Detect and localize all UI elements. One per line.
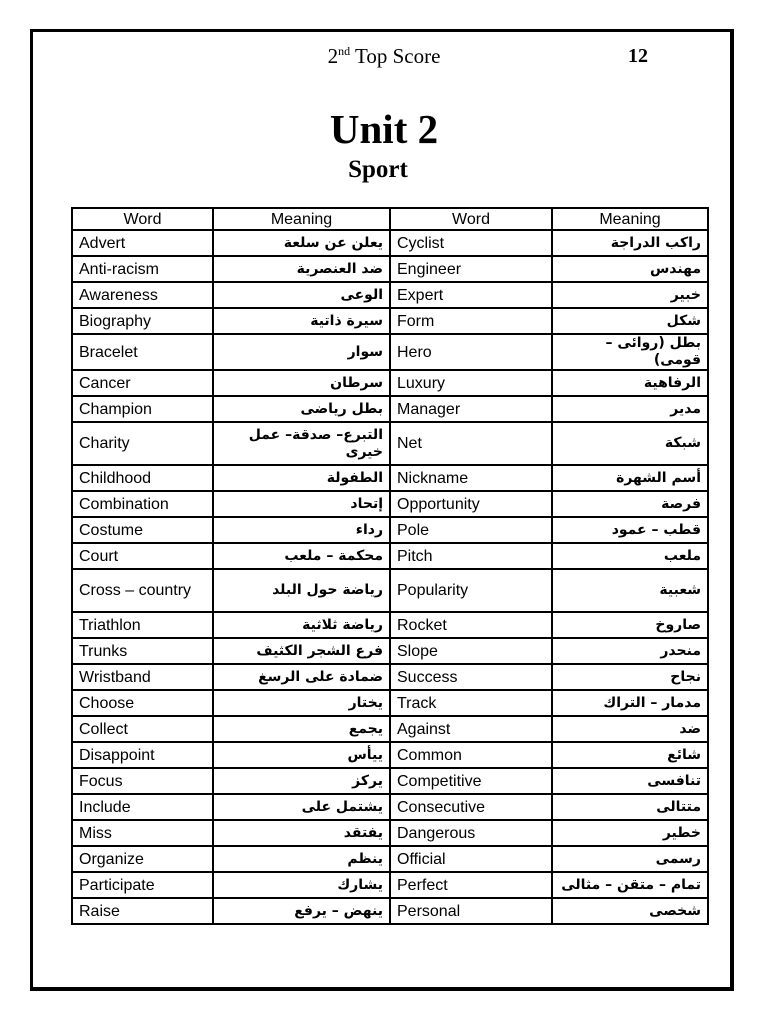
vocabulary-table bbox=[71, 207, 709, 925]
table-row bbox=[72, 422, 708, 465]
word-cell: Triathlon bbox=[72, 612, 213, 638]
meaning-cell: فرع الشجر الكثيف bbox=[213, 638, 390, 664]
table-row bbox=[72, 491, 708, 517]
meaning-cell: التبرع– صدقة– عمل خيرى bbox=[213, 422, 390, 465]
word-cell: Competitive bbox=[390, 768, 552, 794]
meaning-cell: أسم الشهرة bbox=[552, 465, 708, 491]
meaning-cell: سوار bbox=[213, 334, 390, 370]
book-title-text: Top Score bbox=[350, 44, 441, 68]
table-row bbox=[72, 742, 708, 768]
meaning-cell: يركز bbox=[213, 768, 390, 794]
page-number: 12 bbox=[628, 45, 648, 67]
word-cell: Miss bbox=[72, 820, 213, 846]
meaning-cell: ملعب bbox=[552, 543, 708, 569]
word-cell: Biography bbox=[72, 308, 213, 334]
unit-title: Unit 2 bbox=[329, 106, 439, 152]
table-row bbox=[72, 872, 708, 898]
table-row bbox=[72, 543, 708, 569]
table-row bbox=[72, 465, 708, 491]
meaning-cell: رسمى bbox=[552, 846, 708, 872]
meaning-cell: متتالى bbox=[552, 794, 708, 820]
column-header-word: Word bbox=[72, 208, 213, 230]
word-cell: Champion bbox=[72, 396, 213, 422]
meaning-cell: فرصة bbox=[552, 491, 708, 517]
word-cell: Court bbox=[72, 543, 213, 569]
meaning-cell: محكمة – ملعب bbox=[213, 543, 390, 569]
meaning-cell: شبكة bbox=[552, 422, 708, 465]
word-cell: Consecutive bbox=[390, 794, 552, 820]
meaning-cell: شائع bbox=[552, 742, 708, 768]
meaning-cell: منحدر bbox=[552, 638, 708, 664]
table-row bbox=[72, 282, 708, 308]
meaning-cell: رياضة حول البلد bbox=[213, 569, 390, 612]
column-header-word: Word bbox=[390, 208, 552, 230]
meaning-cell: رياضة ثلاثية bbox=[213, 612, 390, 638]
word-cell: Costume bbox=[72, 517, 213, 543]
meaning-cell: راكب الدراجة bbox=[552, 230, 708, 256]
word-cell: Popularity bbox=[390, 569, 552, 612]
word-cell: Combination bbox=[72, 491, 213, 517]
word-cell: Net bbox=[390, 422, 552, 465]
table-row bbox=[72, 256, 708, 282]
meaning-cell: الرفاهية bbox=[552, 370, 708, 396]
meaning-cell: رداء bbox=[213, 517, 390, 543]
meaning-cell: يشتمل على bbox=[213, 794, 390, 820]
word-cell: Anti-racism bbox=[72, 256, 213, 282]
word-cell: Choose bbox=[72, 690, 213, 716]
meaning-cell: ييأس bbox=[213, 742, 390, 768]
meaning-cell: تنافسى bbox=[552, 768, 708, 794]
meaning-cell: ضمادة على الرسغ bbox=[213, 664, 390, 690]
word-cell: Advert bbox=[72, 230, 213, 256]
table-row bbox=[72, 230, 708, 256]
vocabulary-rows bbox=[72, 230, 708, 924]
meaning-cell: خبير bbox=[552, 282, 708, 308]
meaning-cell: الوعى bbox=[213, 282, 390, 308]
table-row bbox=[72, 716, 708, 742]
meaning-cell: ينهض – يرفع bbox=[213, 898, 390, 924]
word-cell: Cancer bbox=[72, 370, 213, 396]
meaning-cell: قطب – عمود bbox=[552, 517, 708, 543]
meaning-cell: يشارك bbox=[213, 872, 390, 898]
word-cell: Common bbox=[390, 742, 552, 768]
table-row bbox=[72, 846, 708, 872]
word-cell: Track bbox=[390, 690, 552, 716]
meaning-cell: يفتقد bbox=[213, 820, 390, 846]
column-header-meaning: Meaning bbox=[213, 208, 390, 230]
word-cell: Success bbox=[390, 664, 552, 690]
word-cell: Form bbox=[390, 308, 552, 334]
word-cell: Disappoint bbox=[72, 742, 213, 768]
meaning-cell: سرطان bbox=[213, 370, 390, 396]
meaning-cell: ضد العنصرية bbox=[213, 256, 390, 282]
table-row bbox=[72, 898, 708, 924]
column-header-meaning: Meaning bbox=[552, 208, 708, 230]
word-cell: Charity bbox=[72, 422, 213, 465]
meaning-cell: شخصى bbox=[552, 898, 708, 924]
table-row bbox=[72, 820, 708, 846]
word-cell: Wristband bbox=[72, 664, 213, 690]
table-row bbox=[72, 308, 708, 334]
word-cell: Pole bbox=[390, 517, 552, 543]
word-cell: Nickname bbox=[390, 465, 552, 491]
word-cell: Cross – country bbox=[72, 569, 213, 612]
word-cell: Slope bbox=[390, 638, 552, 664]
meaning-cell: يجمع bbox=[213, 716, 390, 742]
table-row bbox=[72, 396, 708, 422]
meaning-cell: نجاح bbox=[552, 664, 708, 690]
word-cell: Awareness bbox=[72, 282, 213, 308]
meaning-cell: شكل bbox=[552, 308, 708, 334]
meaning-cell: ينظم bbox=[213, 846, 390, 872]
table-row bbox=[72, 334, 708, 370]
meaning-cell: مدمار – التراك bbox=[552, 690, 708, 716]
table-row bbox=[72, 794, 708, 820]
book-title-ordinal: nd bbox=[338, 44, 351, 58]
meaning-cell: بطل (روائى – قومى) bbox=[552, 334, 708, 370]
meaning-cell: يختار bbox=[213, 690, 390, 716]
meaning-cell: يعلن عن سلعة bbox=[213, 230, 390, 256]
word-cell: Luxury bbox=[390, 370, 552, 396]
meaning-cell: سيرة ذاتية bbox=[213, 308, 390, 334]
word-cell: Collect bbox=[72, 716, 213, 742]
word-cell: Include bbox=[72, 794, 213, 820]
word-cell: Against bbox=[390, 716, 552, 742]
table-header-row bbox=[72, 208, 708, 230]
meaning-cell: خطير bbox=[552, 820, 708, 846]
word-cell: Pitch bbox=[390, 543, 552, 569]
word-cell: Participate bbox=[72, 872, 213, 898]
book-title-number: 2 bbox=[327, 44, 339, 68]
word-cell: Personal bbox=[390, 898, 552, 924]
word-cell: Cyclist bbox=[390, 230, 552, 256]
table-row bbox=[72, 370, 708, 396]
meaning-cell: بطل رياضى bbox=[213, 396, 390, 422]
meaning-cell: إتحاد bbox=[213, 491, 390, 517]
meaning-cell: ضد bbox=[552, 716, 708, 742]
word-cell: Engineer bbox=[390, 256, 552, 282]
meaning-cell: مهندس bbox=[552, 256, 708, 282]
word-cell: Bracelet bbox=[72, 334, 213, 370]
word-cell: Official bbox=[390, 846, 552, 872]
word-cell: Perfect bbox=[390, 872, 552, 898]
table-row bbox=[72, 517, 708, 543]
table-row bbox=[72, 638, 708, 664]
meaning-cell: صاروخ bbox=[552, 612, 708, 638]
meaning-cell: تمام – متقن – مثالى bbox=[552, 872, 708, 898]
word-cell: Hero bbox=[390, 334, 552, 370]
table-row bbox=[72, 768, 708, 794]
word-cell: Manager bbox=[390, 396, 552, 422]
meaning-cell: شعبية bbox=[552, 569, 708, 612]
book-title bbox=[0, 44, 768, 69]
word-cell: Childhood bbox=[72, 465, 213, 491]
word-cell: Trunks bbox=[72, 638, 213, 664]
word-cell: Organize bbox=[72, 846, 213, 872]
word-cell: Expert bbox=[390, 282, 552, 308]
word-cell: Dangerous bbox=[390, 820, 552, 846]
word-cell: Opportunity bbox=[390, 491, 552, 517]
unit-subtitle: Sport bbox=[348, 156, 408, 183]
meaning-cell: مدير bbox=[552, 396, 708, 422]
table-row bbox=[72, 612, 708, 638]
word-cell: Rocket bbox=[390, 612, 552, 638]
table-row bbox=[72, 569, 708, 612]
meaning-cell: الطفولة bbox=[213, 465, 390, 491]
word-cell: Focus bbox=[72, 768, 213, 794]
table-row bbox=[72, 690, 708, 716]
table-row bbox=[72, 664, 708, 690]
word-cell: Raise bbox=[72, 898, 213, 924]
